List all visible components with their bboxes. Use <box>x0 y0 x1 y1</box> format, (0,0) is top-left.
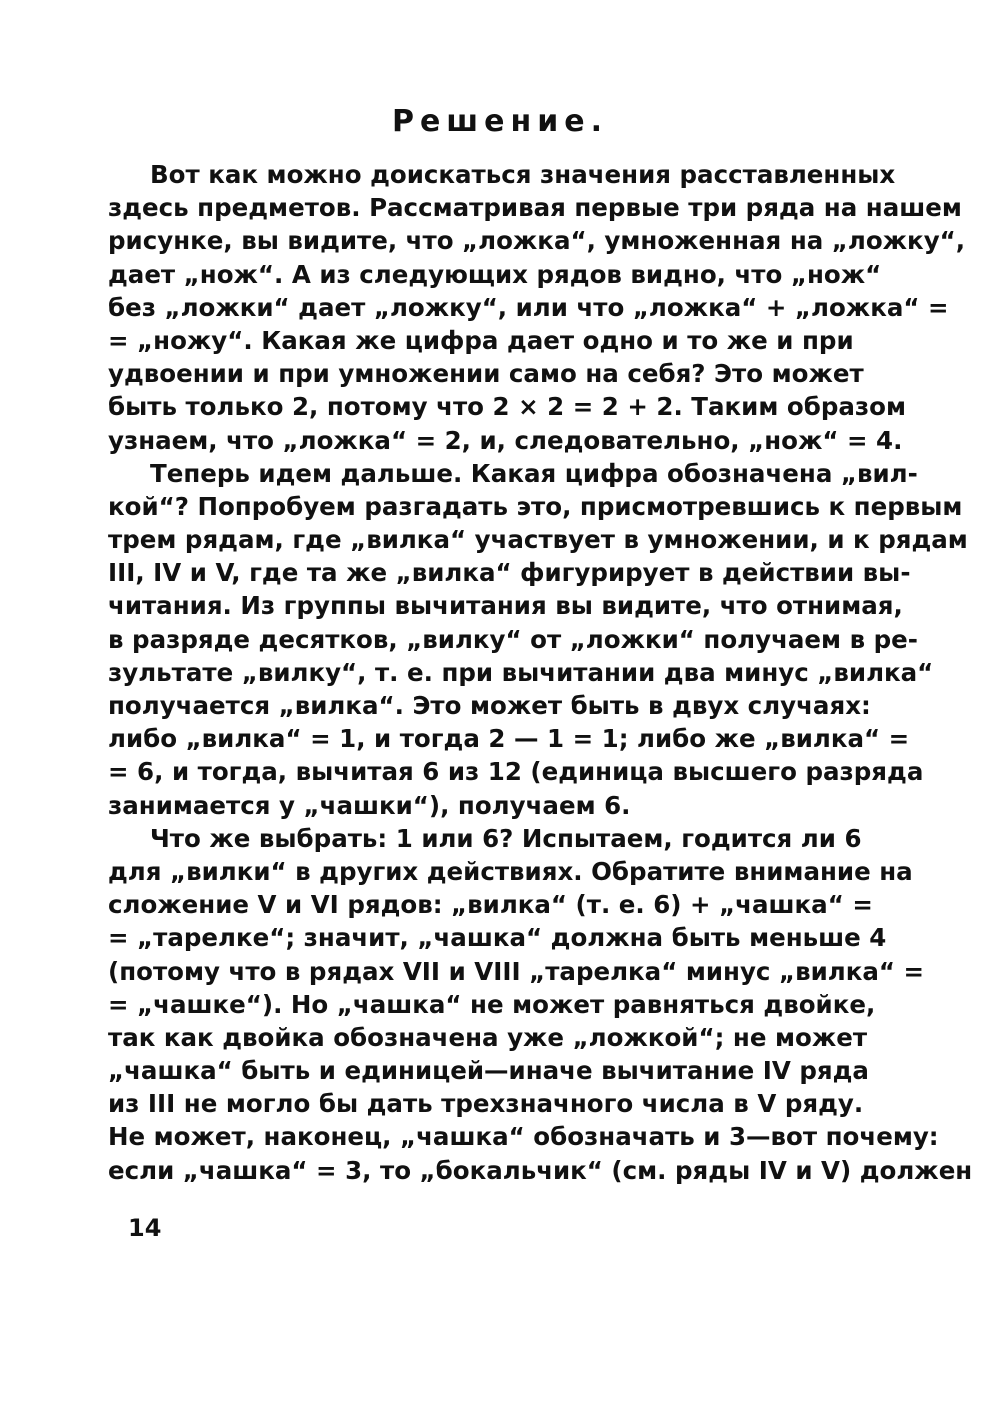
text-line: зультате „вилку“, т. е. при вычитании два минус „вилка“ <box>108 657 934 687</box>
text-line: дает „нож“. А из следующих рядов видно, что „нож“ <box>108 259 882 289</box>
text-line: = „тарелке“; значит, „чашка“ должна быть меньше 4 <box>108 923 887 953</box>
text-line: Теперь идем дальше. Какая цифра обозначена „вил- <box>150 458 918 488</box>
text-line: без „ложки“ дает „ложку“, или что „ложка“ + „ложка“ = <box>108 292 949 322</box>
text-line: Что же выбрать: 1 или 6? Испытаем, годится ли 6 <box>150 823 862 853</box>
body-text <box>108 158 973 1187</box>
text-line: „чашка“ быть и единицей—иначе вычитание IV ряда <box>108 1056 869 1086</box>
text-line: получается „вилка“. Это может быть в двух случаях: <box>108 691 871 720</box>
text-line: в разряде десятков, „вилку“ от „ложки“ получаем в ре- <box>108 624 918 654</box>
text-line: если „чашка“ = 3, то „бокальчик“ (см. ряды IV и V) должен <box>108 1155 973 1185</box>
text-line: кой“? Попробуем разгадать это, присмотревшись к первым <box>108 491 963 521</box>
text-line: из III не могло бы дать трехзначного числа в V ряду. <box>108 1089 864 1119</box>
text-line: трем рядам, где „вилка“ участвует в умножении, и к рядам <box>108 525 968 555</box>
text-line: III, IV и V, где та же „вилка“ фигурирует в действии вы- <box>108 558 911 588</box>
text-line: узнаем, что „ложка“ = 2, и, следовательно, „нож“ = 4. <box>108 425 903 455</box>
text-line: занимается у „чашки“), получаем 6. <box>108 790 631 820</box>
text-line: = „ножу“. Какая же цифра дает одно и то же и при <box>108 325 854 355</box>
text-line: читания. Из группы вычитания вы видите, что отнимая, <box>108 591 903 621</box>
paragraph-3 <box>108 822 973 1187</box>
text-line: Вот как можно доискаться значения расставленных <box>150 160 896 189</box>
text-line: сложение V и VI рядов: „вилка“ (т. е. 6) + „чашка“ = <box>108 890 873 920</box>
text-line: удвоении и при умножении само на себя? Это может <box>108 359 864 389</box>
text-line: быть только 2, потому что 2 × 2 = 2 + 2. Таким образом <box>108 392 907 422</box>
text-line: так как двойка обозначена уже „ложкой“; не может <box>108 1022 868 1052</box>
text-line: здесь предметов. Рассматривая первые три ряда на нашем <box>108 193 962 223</box>
section-heading: Решение. <box>391 104 609 139</box>
text-line: Не может, наконец, „чашка“ обозначать и 3—вот почему: <box>108 1122 939 1152</box>
text-line: либо „вилка“ = 1, и тогда 2 — 1 = 1; либо же „вилка“ = <box>108 724 910 754</box>
text-line: = „чашке“). Но „чашка“ не может равняться двойке, <box>108 989 876 1019</box>
text-line: для „вилки“ в других действиях. Обратите внимание на <box>108 856 913 886</box>
text-line: (потому что в рядах VII и VIII „тарелка“ минус „вилка“ = <box>108 956 925 986</box>
paragraph-1 <box>108 158 966 457</box>
paragraph-2 <box>108 457 968 822</box>
text-line: рисунке, вы видите, что „ложка“, умноженная на „ложку“, <box>108 226 966 256</box>
page-number: 14 <box>128 1214 162 1242</box>
text-line: = 6, и тогда, вычитая 6 из 12 (единица высшего разряда <box>108 757 924 787</box>
